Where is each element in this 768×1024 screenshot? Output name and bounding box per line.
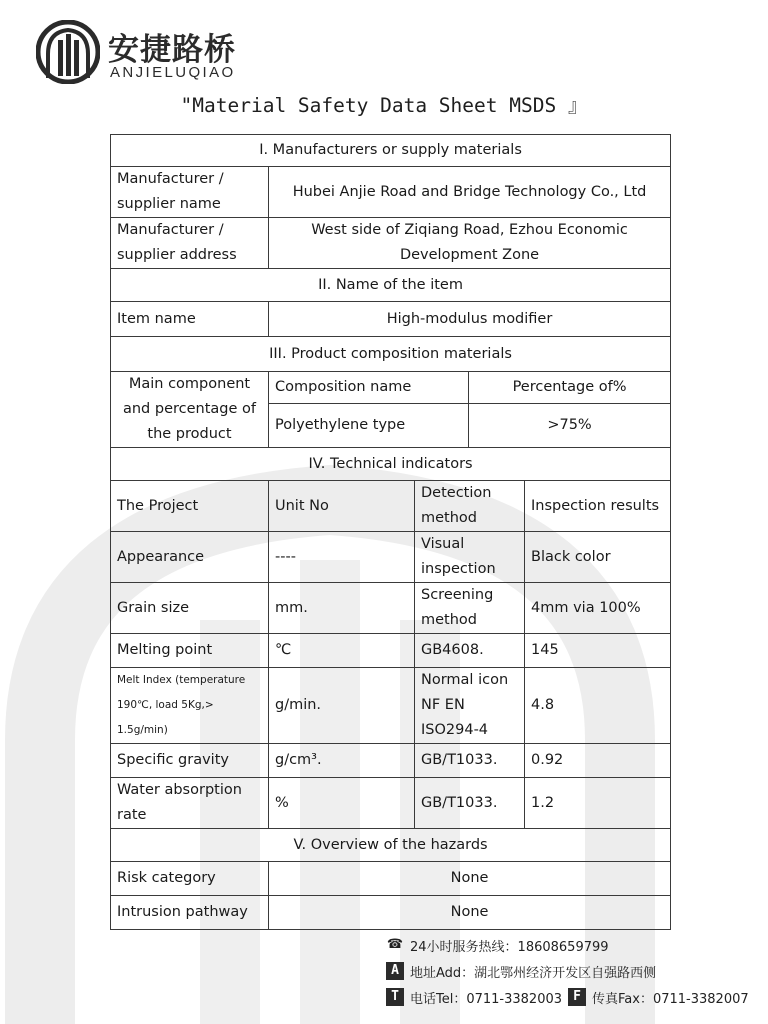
table-cell: Melting point — [111, 634, 269, 668]
column-header: Inspection results — [525, 481, 671, 532]
table-row — [111, 583, 671, 634]
table-row — [111, 167, 671, 218]
fax-text: 传真Fax：0711-3382007 — [592, 991, 749, 1007]
column-header: The Project — [111, 481, 269, 532]
table-cell: GB/T1033. — [415, 744, 525, 778]
section-4-heading: IV. Technical indicators — [111, 448, 671, 481]
table-header-row — [111, 481, 671, 532]
risk-category-label: Risk category — [111, 862, 269, 896]
table-row — [111, 668, 671, 744]
table-cell: GB4608. — [415, 634, 525, 668]
tel-fax-row — [386, 984, 764, 1010]
hotline-text: 24小时服务热线：18608659799 — [410, 939, 609, 955]
table-row — [111, 896, 671, 930]
table-cell: Screening method — [415, 583, 525, 634]
section-2-heading: II. Name of the item — [111, 269, 671, 302]
composition-name-header: Composition name — [269, 372, 469, 404]
risk-category-value: None — [269, 862, 671, 896]
table-cell: 4mm via 100% — [525, 583, 671, 634]
table-row — [111, 218, 671, 269]
intrusion-pathway-value: None — [269, 896, 671, 930]
section-heading-row — [111, 337, 671, 372]
section-heading-row — [111, 135, 671, 167]
supplier-address-value: West side of Ziqiang Road, Ezhou Economic Development Zone — [269, 218, 671, 269]
table-row — [111, 862, 671, 896]
table-cell: Appearance — [111, 532, 269, 583]
table-cell: Grain size — [111, 583, 269, 634]
section-heading-row — [111, 829, 671, 862]
supplier-name-label: Manufacturer / supplier name — [111, 167, 269, 218]
contact-footer — [386, 932, 764, 1010]
table-cell: ---- — [269, 532, 415, 583]
item-name-label: Item name — [111, 302, 269, 337]
percentage-header: Percentage of% — [469, 372, 671, 404]
brand-name-en: ANJIELUQIAO — [110, 64, 236, 81]
section-5-heading: V. Overview of the hazards — [111, 829, 671, 862]
column-header: Detection method — [415, 481, 525, 532]
table-cell: 4.8 — [525, 668, 671, 744]
tel-icon: T — [386, 988, 404, 1006]
company-logo — [36, 20, 256, 84]
supplier-name-value: Hubei Anjie Road and Bridge Technology Co., Ltd — [269, 167, 671, 218]
address-row — [386, 958, 764, 984]
table-row — [111, 372, 671, 404]
table-cell: Water absorption rate — [111, 778, 269, 829]
table-row — [111, 744, 671, 778]
table-cell: g/min. — [269, 668, 415, 744]
table-cell: Melt Index (temperature 190℃, load 5Kg,> 1.5g/min) — [111, 668, 269, 744]
address-text: 地址Add：湖北鄂州经济开发区自强路西侧 — [410, 965, 657, 981]
table-cell: g/cm³. — [269, 744, 415, 778]
bridge-arch-logo-icon — [36, 20, 100, 84]
msds-table — [110, 134, 671, 930]
table-cell: 145 — [525, 634, 671, 668]
section-heading-row — [111, 448, 671, 481]
table-cell: Visual inspection — [415, 532, 525, 583]
item-name-value: High-modulus modifier — [269, 302, 671, 337]
main-component-label: Main component and percentage of the product — [111, 372, 269, 448]
table-cell: 0.92 — [525, 744, 671, 778]
brand-name-cn: 安捷路桥 — [108, 32, 236, 68]
section-3-heading: III. Product composition materials — [111, 337, 671, 372]
address-icon: A — [386, 962, 404, 980]
hotline-row — [386, 932, 764, 958]
composition-name-cell: Polyethylene type — [269, 404, 469, 448]
table-row — [111, 302, 671, 337]
table-cell: mm. — [269, 583, 415, 634]
document-title: "Material Safety Data Sheet MSDS 』 — [180, 94, 588, 117]
table-cell: Normal icon NF EN ISO294-4 — [415, 668, 525, 744]
section-heading-row — [111, 269, 671, 302]
table-cell: 1.2 — [525, 778, 671, 829]
table-row — [111, 778, 671, 829]
column-header: Unit No — [269, 481, 415, 532]
table-cell: GB/T1033. — [415, 778, 525, 829]
table-cell: Black color — [525, 532, 671, 583]
table-cell: ℃ — [269, 634, 415, 668]
supplier-address-label: Manufacturer / supplier address — [111, 218, 269, 269]
fax-icon: F — [568, 988, 586, 1006]
intrusion-pathway-label: Intrusion pathway — [111, 896, 269, 930]
percentage-cell: >75% — [469, 404, 671, 448]
section-1-heading: I. Manufacturers or supply materials — [111, 135, 671, 167]
tel-text: 电话Tel：0711-3382003 — [410, 991, 563, 1007]
table-row — [111, 634, 671, 668]
telephone-icon: ☎ — [386, 937, 404, 952]
table-row — [111, 532, 671, 583]
table-cell: % — [269, 778, 415, 829]
table-cell: Specific gravity — [111, 744, 269, 778]
